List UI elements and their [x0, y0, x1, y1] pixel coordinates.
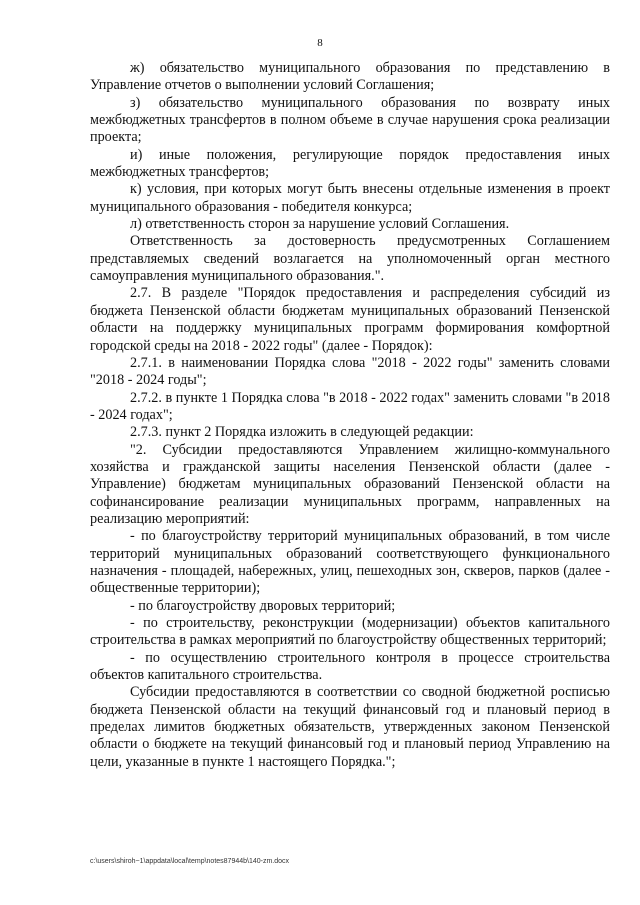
- paragraph-item-z: з) обязательство муниципального образования по возврату иных межбюджетных трансфертов в полном объеме в случае нарушения срока реализации проекта;: [90, 94, 610, 146]
- paragraph-2-7-2: 2.7.2. в пункте 1 Порядка слова "в 2018 - 2022 годах" заменить словами "в 2018 - 2024 годах";: [90, 389, 610, 423]
- list-item-public-territories: - по благоустройству территорий муниципальных образований, в том числе территорий муниципальных образований соответствующего функционального назначения - площадей, набережных, улиц, пешеходных зон, скверов, парков (далее - общественные территории);: [90, 528, 610, 597]
- document-body: [90, 60, 610, 771]
- footer-file-path: c:\users\shiroh~1\appdata\local\temp\notes87944b\140-zm.docx: [90, 858, 290, 865]
- list-item-yard-territories: - по благоустройству дворовых территорий;: [130, 597, 396, 614]
- paragraph-item-i: и) иные положения, регулирующие порядок предоставления иных межбюджетных трансфертов;: [90, 146, 610, 181]
- paragraph-item-k: к) условия, при которых могут быть внесены отдельные изменения в проект муниципального образования - победителя конкурса;: [90, 181, 610, 215]
- paragraph-subsidy-clause: "2. Субсидии предоставляются Управлением жилищно-коммунального хозяйства и гражданской защиты населения Пензенской области (далее - Управление) бюджетам муниципальных образований Пензенской области на софинансирование реализации муниципальных программ, направленных на реализацию мероприятий:: [90, 441, 610, 527]
- paragraph-2-7-1: 2.7.1. в наименовании Порядка слова "2018 - 2022 годы" заменить словами "2018 - 2024 годы";: [90, 354, 610, 389]
- paragraph-item-l: л) ответственность сторон за нарушение условий Соглашения.: [130, 216, 510, 233]
- paragraph-2-7-3: 2.7.3. пункт 2 Порядка изложить в следующей редакции:: [130, 424, 474, 441]
- paragraph-2-7: 2.7. В разделе "Порядок предоставления и распределения субсидий из бюджета Пензенской области бюджетам муниципальных образований Пензенской области на поддержку муниципальных программ формирования комфортной городской среды на 2018 - 2022 годы" (далее - Порядок):: [90, 285, 610, 354]
- list-item-construction-control: - по осуществлению строительного контроля в процессе строительства объектов капитального строительства.: [90, 649, 610, 684]
- paragraph-item-zh: ж) обязательство муниципального образования по представлению в Управление отчетов о выполнении условий Соглашения;: [90, 60, 610, 94]
- paragraph-subsidy-budget: Субсидии предоставляются в соответствии со сводной бюджетной росписью бюджета Пензенской области на текущий финансовый год и плановый период в пределах лимитов бюджетных обязательств, утвержденных законом Пензенской области о бюджете на текущий финансовый год и плановый период Управлению на цели, указанные в пункте 1 настоящего Порядка.";: [90, 684, 610, 770]
- page-number: 8: [317, 37, 323, 49]
- list-item-construction: - по строительству, реконструкции (модернизации) объектов капитального строительства в рамках мероприятий по благоустройству общественных территорий;: [90, 615, 610, 649]
- paragraph-responsibility: Ответственность за достоверность предусмотренных Соглашением представляемых сведений возлагается на уполномоченный орган местного самоуправления муниципального образования.".: [90, 233, 610, 285]
